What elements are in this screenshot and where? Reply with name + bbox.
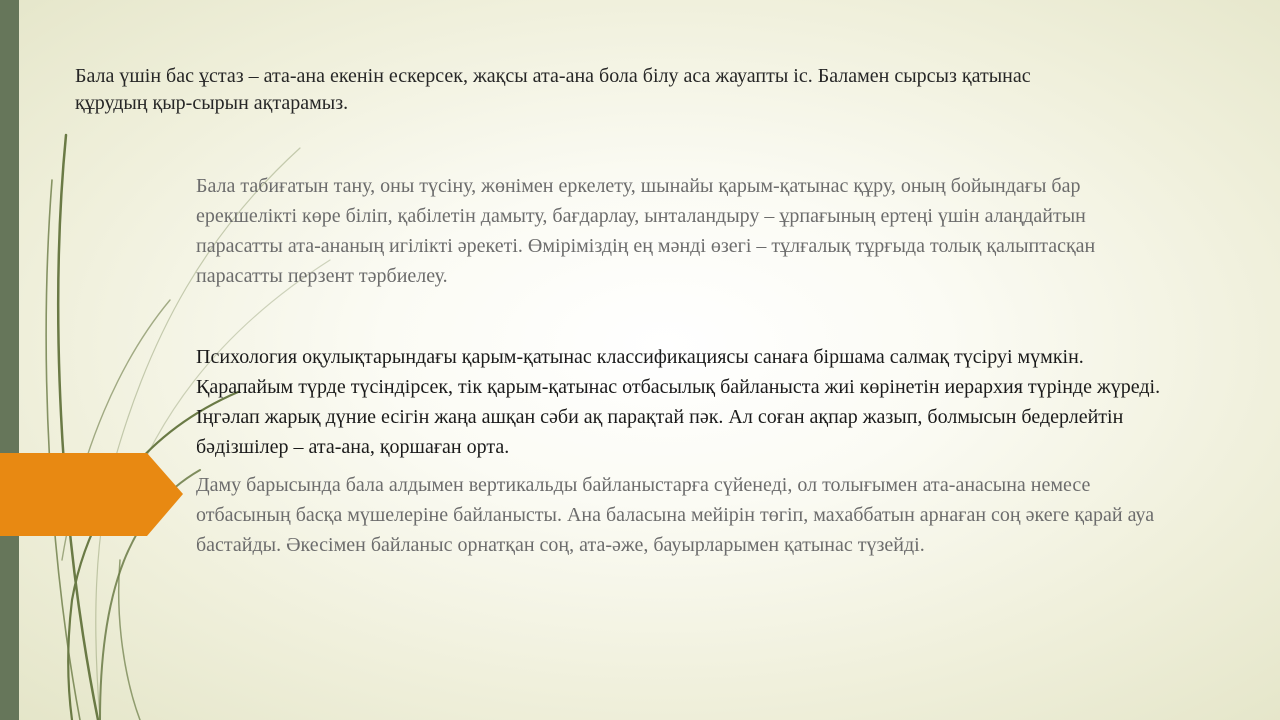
- grass-stem: [58, 135, 98, 720]
- grass-stem: [46, 180, 80, 720]
- grass-stem: [119, 560, 140, 720]
- paragraph-psychology: Психология оқулықтарындағы қарым-қатынас классификациясы санаға біршама салмақ түсіруі мүмкін. Қарапайым түрде түсіндірсек, тік қарым-қатынас отбасылық байланыста жиі көрінетін иерархия түрінде жүреді. Іңгәлап жарық дүние есігін жаңа ашқан сәби ақ парақтай пәк. Ал соған ақпар жазып, болмысын бедерлейтін бәдізшілер – ата-ана, қоршаған орта.: [196, 346, 1161, 458]
- grass-stem: [62, 300, 170, 560]
- slide-heading: Бала үшін бас ұстаз – ата-ана екенін ескерсек, жақсы ата-ана бола білу аса жауапты іс. Баламен сырсыз қатынас құрудың қыр-сырын ақтарамыз.: [75, 65, 1031, 114]
- left-accent-bar: [0, 0, 19, 720]
- paragraph-development: Даму барысында бала алдымен вертикальды байланыстарға сүйенеді, ол толығымен ата-анасына немесе отбасының басқа мүшелеріне байланысты. Ана баласына мейірін төгіп, махаббатын арнаған соң әкеге қарай ауа бастайды. Әкесімен байланыс орнатқан соң, ата-әже, бауырларымен қатынас түзейді.: [196, 474, 1155, 556]
- orange-arrow-shape: [0, 453, 183, 536]
- paragraph-child-nature: Бала табиғатын тану, оны түсіну, жөнімен еркелету, шынайы қарым-қатынас құру, оның бойындағы бар ерекшелікті көре біліп, қабілетін дамыту, бағдарлау, ынталандыру – ұрпағының ертеңі үшін алаңдайтын парасатты ата-ананың игілікті әрекеті. Өміріміздің ең мәнді өзегі – тұлғалық тұрғыда толық қалыптасқан парасатты перзент тәрбиелеу.: [196, 175, 1096, 287]
- grass-stem: [100, 470, 200, 720]
